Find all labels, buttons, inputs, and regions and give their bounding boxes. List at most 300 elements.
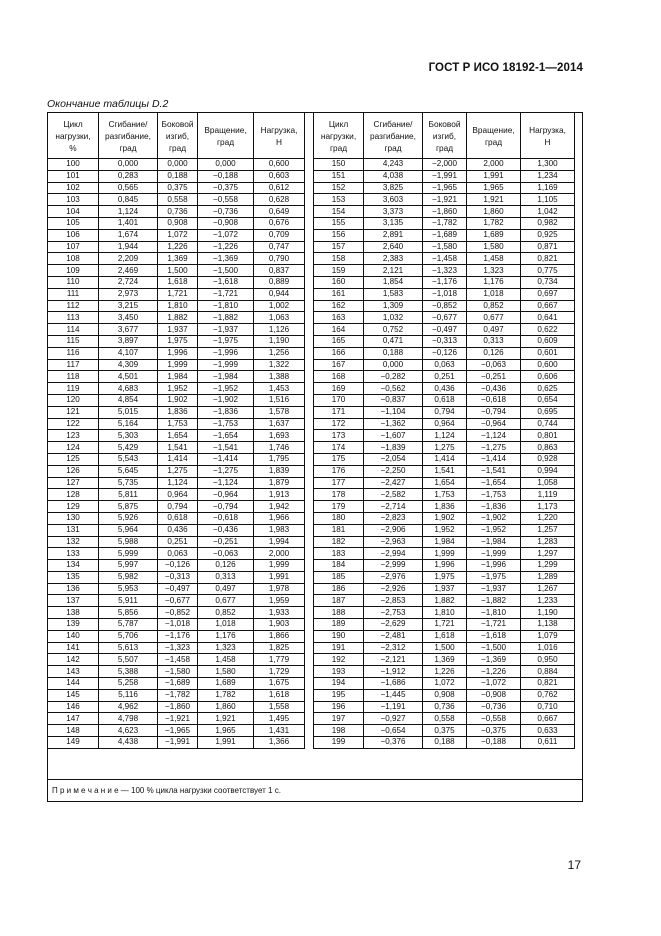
table-cell: −1,836: [198, 406, 254, 418]
table-cell: 0,744: [521, 418, 575, 430]
table-cell: 101: [48, 170, 99, 182]
table-row: [48, 725, 575, 737]
table-cell: −1,618: [467, 630, 521, 642]
table-cell: 198: [314, 725, 364, 737]
table-cell: 1,124: [158, 477, 198, 489]
table-cell: 0,313: [198, 571, 254, 583]
table-cell: 1,063: [254, 312, 305, 324]
column-gap: [305, 170, 314, 182]
table-cell: 1,836: [423, 501, 467, 513]
table-row: [48, 241, 575, 253]
column-gap: [305, 276, 314, 288]
table-cell: 0,601: [521, 347, 575, 359]
table-cell: 1,999: [254, 560, 305, 572]
table-cell: −1,902: [198, 394, 254, 406]
table-cell: 129: [48, 501, 99, 513]
table-cell: −0,618: [467, 394, 521, 406]
table-cell: 0,889: [254, 276, 305, 288]
table-cell: 102: [48, 182, 99, 194]
table-cell: −0,126: [158, 560, 198, 572]
column-gap: [305, 524, 314, 536]
table-row: [48, 477, 575, 489]
column-gap: [305, 194, 314, 206]
table-cell: 4,438: [99, 737, 158, 749]
table-cell: 2,000: [254, 548, 305, 560]
table-cell: 0,497: [198, 583, 254, 595]
table-cell: −1,275: [467, 442, 521, 454]
table-cell: −0,282: [364, 371, 423, 383]
table-cell: 169: [314, 383, 364, 395]
table-cell: 2,000: [467, 159, 521, 171]
column-gap: [305, 560, 314, 572]
table-cell: 0,188: [423, 737, 467, 749]
table-row: [48, 501, 575, 513]
table-cell: 5,856: [99, 607, 158, 619]
table-cell: −1,104: [364, 406, 423, 418]
table-cell: −0,313: [423, 335, 467, 347]
table-cell: 0,752: [364, 324, 423, 336]
column-gap: [305, 241, 314, 253]
table-cell: −1,176: [423, 276, 467, 288]
table-cell: 107: [48, 241, 99, 253]
table-cell: 1,297: [521, 548, 575, 560]
column-gap: [305, 595, 314, 607]
table-cell: 1,839: [254, 465, 305, 477]
table-row: [48, 548, 575, 560]
table-cell: −0,063: [467, 359, 521, 371]
table-cell: −1,952: [198, 383, 254, 395]
table-cell: 181: [314, 524, 364, 536]
table-cell: −1,580: [423, 241, 467, 253]
table-cell: 1,299: [521, 560, 575, 572]
table-cell: 1,220: [521, 512, 575, 524]
table-cell: −1,686: [364, 678, 423, 690]
table-cell: −1,369: [467, 654, 521, 666]
table-cell: 191: [314, 642, 364, 654]
table-cell: 199: [314, 737, 364, 749]
table-cell: 1,782: [198, 689, 254, 701]
table-cell: 189: [314, 619, 364, 631]
table-cell: −1,996: [198, 347, 254, 359]
table-cell: 1,866: [254, 630, 305, 642]
table-cell: 0,863: [521, 442, 575, 454]
table-cell: 1,058: [521, 477, 575, 489]
table-row: [48, 489, 575, 501]
table-cell: 190: [314, 630, 364, 642]
table-cell: 135: [48, 571, 99, 583]
table-row: [48, 170, 575, 182]
table-cell: 186: [314, 583, 364, 595]
table-row: [48, 713, 575, 725]
table-cell: −1,500: [467, 642, 521, 654]
table-cell: 0,982: [521, 217, 575, 229]
table-cell: 1,983: [254, 524, 305, 536]
table-cell: 119: [48, 383, 99, 395]
table-cell: −1,999: [198, 359, 254, 371]
table-row: [48, 465, 575, 477]
table-cell: 5,613: [99, 642, 158, 654]
table-row: [48, 206, 575, 218]
table-cell: −1,836: [467, 501, 521, 513]
table-cell: 0,794: [423, 406, 467, 418]
table-cell: −2,481: [364, 630, 423, 642]
table-cell: 185: [314, 571, 364, 583]
table-cell: 1,746: [254, 442, 305, 454]
table-cell: 1,795: [254, 453, 305, 465]
table-cell: −0,497: [158, 583, 198, 595]
table-cell: −1,689: [423, 229, 467, 241]
table-cell: −0,736: [467, 701, 521, 713]
table-cell: 131: [48, 524, 99, 536]
table-cell: −0,188: [198, 170, 254, 182]
table-cell: 5,997: [99, 560, 158, 572]
table-cell: −1,323: [158, 642, 198, 654]
table-cell: 100: [48, 159, 99, 171]
table-cell: 0,925: [521, 229, 575, 241]
table-cell: −0,251: [467, 371, 521, 383]
table-cell: 5,543: [99, 453, 158, 465]
table-cell: 105: [48, 217, 99, 229]
table-cell: 0,000: [99, 159, 158, 171]
table-row: [48, 371, 575, 383]
table-cell: 3,373: [364, 206, 423, 218]
table-cell: 118: [48, 371, 99, 383]
table-cell: 0,676: [254, 217, 305, 229]
table-cell: 143: [48, 666, 99, 678]
table-row: [48, 560, 575, 572]
table-cell: 3,603: [364, 194, 423, 206]
table-cell: −1,991: [158, 737, 198, 749]
table-cell: −1,753: [467, 489, 521, 501]
table-row: [48, 737, 575, 749]
table-cell: −2,714: [364, 501, 423, 513]
table-cell: 113: [48, 312, 99, 324]
table-cell: 106: [48, 229, 99, 241]
column-gap: [305, 229, 314, 241]
table-cell: 1,138: [521, 619, 575, 631]
table-cell: 1,618: [254, 689, 305, 701]
table-row: [48, 583, 575, 595]
table-cell: 1,234: [521, 170, 575, 182]
table-cell: 5,964: [99, 524, 158, 536]
table-cell: 1,032: [364, 312, 423, 324]
table-cell: 1,996: [158, 347, 198, 359]
table-cell: 0,063: [423, 359, 467, 371]
table-cell: −1,965: [158, 725, 198, 737]
table-cell: 0,618: [423, 394, 467, 406]
table-cell: 1,921: [198, 713, 254, 725]
table-cell: 0,375: [423, 725, 467, 737]
table-cell: 0,964: [423, 418, 467, 430]
table-cell: 1,323: [198, 642, 254, 654]
table-cell: 1,882: [158, 312, 198, 324]
table-cell: −1,999: [467, 548, 521, 560]
table-cell: 164: [314, 324, 364, 336]
table-cell: −1,500: [198, 265, 254, 277]
table-cell: 1,991: [467, 170, 521, 182]
table-cell: −0,852: [158, 607, 198, 619]
table-cell: 0,625: [521, 383, 575, 395]
table-cell: −0,677: [423, 312, 467, 324]
table-cell: 0,837: [254, 265, 305, 277]
table-cell: 0,821: [521, 678, 575, 690]
table-cell: 1,959: [254, 595, 305, 607]
table-cell: 2,469: [99, 265, 158, 277]
table-cell: 0,736: [423, 701, 467, 713]
table-cell: 0,606: [521, 371, 575, 383]
table-cell: 1,190: [521, 607, 575, 619]
table-cell: 4,623: [99, 725, 158, 737]
table-cell: 180: [314, 512, 364, 524]
table-cell: 1,580: [198, 666, 254, 678]
table-cell: −1,984: [467, 536, 521, 548]
column-gap: [305, 619, 314, 631]
table-cell: 147: [48, 713, 99, 725]
table-cell: 165: [314, 335, 364, 347]
table-cell: 5,507: [99, 654, 158, 666]
table-cell: 1,999: [158, 359, 198, 371]
table-row: [48, 607, 575, 619]
table-cell: 1,226: [423, 666, 467, 678]
table-cell: 1,458: [467, 253, 521, 265]
table-cell: 115: [48, 335, 99, 347]
table-cell: 5,911: [99, 595, 158, 607]
column-gap: [305, 442, 314, 454]
table-cell: 5,303: [99, 430, 158, 442]
table-cell: 156: [314, 229, 364, 241]
table-cell: 1,018: [467, 288, 521, 300]
table-cell: −0,063: [198, 548, 254, 560]
table-cell: 144: [48, 678, 99, 690]
table-cell: 1,996: [423, 560, 467, 572]
table-cell: 1,693: [254, 430, 305, 442]
table-cell: 1,779: [254, 654, 305, 666]
table-cell: 0,649: [254, 206, 305, 218]
table-cell: 1,079: [521, 630, 575, 642]
table-cell: 3,215: [99, 300, 158, 312]
table-cell: 1,414: [423, 453, 467, 465]
table-cell: 0,884: [521, 666, 575, 678]
table-cell: 0,633: [521, 725, 575, 737]
table-cell: 179: [314, 501, 364, 513]
table-cell: 183: [314, 548, 364, 560]
table-cell: 1,124: [423, 430, 467, 442]
table-cell: 126: [48, 465, 99, 477]
table-row: [48, 276, 575, 288]
table-cell: −0,375: [198, 182, 254, 194]
table-row: [48, 595, 575, 607]
table-cell: −2,963: [364, 536, 423, 548]
table-cell: 1,933: [254, 607, 305, 619]
table-cell: −1,607: [364, 430, 423, 442]
table-row: [48, 359, 575, 371]
table-cell: 174: [314, 442, 364, 454]
table-cell: −1,882: [467, 595, 521, 607]
table-cell: 137: [48, 595, 99, 607]
column-gap: [305, 630, 314, 642]
table-cell: −2,121: [364, 654, 423, 666]
table-cell: 194: [314, 678, 364, 690]
column-gap: [305, 713, 314, 725]
table-cell: −1,902: [467, 512, 521, 524]
table-cell: 148: [48, 725, 99, 737]
table-cell: 1,016: [521, 642, 575, 654]
table-cell: 5,015: [99, 406, 158, 418]
table-cell: −1,414: [467, 453, 521, 465]
table-cell: 1,753: [158, 418, 198, 430]
table-cell: 1,322: [254, 359, 305, 371]
table-cell: 130: [48, 512, 99, 524]
table-cell: 0,790: [254, 253, 305, 265]
table-cell: 1,583: [364, 288, 423, 300]
table-cell: 117: [48, 359, 99, 371]
table-cell: 5,926: [99, 512, 158, 524]
table-cell: 1,689: [198, 678, 254, 690]
table-cell: −1,937: [198, 324, 254, 336]
table-cell: 1,126: [254, 324, 305, 336]
table-cell: 0,471: [364, 335, 423, 347]
table-cell: 1,323: [467, 265, 521, 277]
table-cell: 0,251: [158, 536, 198, 548]
table-cell: 1,226: [158, 241, 198, 253]
table-cell: 182: [314, 536, 364, 548]
table-cell: 124: [48, 442, 99, 454]
table-cell: 163: [314, 312, 364, 324]
column-gap: [305, 678, 314, 690]
column-gap: [305, 406, 314, 418]
table-cell: 0,852: [467, 300, 521, 312]
table-cell: 0,734: [521, 276, 575, 288]
table-cell: 1,072: [158, 229, 198, 241]
table-cell: 0,622: [521, 324, 575, 336]
table-cell: −1,975: [467, 571, 521, 583]
table-row: [48, 253, 575, 265]
table-cell: 0,871: [521, 241, 575, 253]
table-cell: −1,323: [423, 265, 467, 277]
table-cell: −1,912: [364, 666, 423, 678]
table-cell: −1,782: [423, 217, 467, 229]
table-cell: −1,721: [467, 619, 521, 631]
table-cell: 141: [48, 642, 99, 654]
table-cell: 1,991: [198, 737, 254, 749]
table-cell: 1,124: [99, 206, 158, 218]
table-cell: 0,710: [521, 701, 575, 713]
table-cell: 1,105: [521, 194, 575, 206]
table-cell: −1,937: [467, 583, 521, 595]
table-cell: 4,107: [99, 347, 158, 359]
table-cell: −1,369: [198, 253, 254, 265]
table-row: [48, 689, 575, 701]
table-cell: 1,176: [198, 630, 254, 642]
table-cell: 0,000: [158, 159, 198, 171]
table-cell: 5,999: [99, 548, 158, 560]
table-cell: −1,072: [467, 678, 521, 690]
column-gap: [305, 288, 314, 300]
table-cell: −1,921: [423, 194, 467, 206]
table-cell: 134: [48, 560, 99, 572]
table-cell: 110: [48, 276, 99, 288]
column-header: Боковой изгиб, град: [158, 113, 198, 159]
table-cell: −1,975: [198, 335, 254, 347]
column-gap: [305, 465, 314, 477]
table-cell: 1,937: [423, 583, 467, 595]
table-cell: 171: [314, 406, 364, 418]
column-header: Цикл нагрузки, град: [314, 113, 364, 159]
table-cell: 1,578: [254, 406, 305, 418]
table-cell: 1,275: [423, 442, 467, 454]
table-cell: 155: [314, 217, 364, 229]
table-cell: 158: [314, 253, 364, 265]
table-cell: 161: [314, 288, 364, 300]
table-cell: 1,975: [158, 335, 198, 347]
table-cell: −0,375: [467, 725, 521, 737]
table-cell: 3,897: [99, 335, 158, 347]
table-cell: 1,401: [99, 217, 158, 229]
column-gap: [305, 113, 314, 159]
table-cell: 0,375: [158, 182, 198, 194]
table-row: [48, 654, 575, 666]
data-table: [47, 112, 575, 749]
table-row: [48, 666, 575, 678]
column-gap: [305, 512, 314, 524]
table-cell: 3,135: [364, 217, 423, 229]
table-cell: 0,313: [467, 335, 521, 347]
column-header: Цикл нагрузки, %: [48, 113, 99, 159]
table-row: [48, 312, 575, 324]
table-cell: 162: [314, 300, 364, 312]
table-cell: 0,821: [521, 253, 575, 265]
table-row: [48, 619, 575, 631]
table-cell: 196: [314, 701, 364, 713]
table-cell: −2,054: [364, 453, 423, 465]
table-row: [48, 430, 575, 442]
table-cell: 1,637: [254, 418, 305, 430]
table-row: [48, 406, 575, 418]
table-cell: −2,582: [364, 489, 423, 501]
table-row: [48, 383, 575, 395]
table-cell: 1,966: [254, 512, 305, 524]
column-gap: [305, 477, 314, 489]
table-cell: 1,978: [254, 583, 305, 595]
table-cell: 1,366: [254, 737, 305, 749]
table-row: [48, 642, 575, 654]
table-cell: 1,388: [254, 371, 305, 383]
table-cell: 5,875: [99, 501, 158, 513]
column-header: Боковой изгиб, град: [423, 113, 467, 159]
table-cell: −1,124: [198, 477, 254, 489]
table-cell: 0,852: [198, 607, 254, 619]
table-cell: 114: [48, 324, 99, 336]
table-note: П р и м е ч а н и е — 100 % цикла нагрузки соответствует 1 с.: [47, 779, 583, 802]
table-cell: 0,628: [254, 194, 305, 206]
table-cell: 1,836: [158, 406, 198, 418]
table-cell: −1,689: [158, 678, 198, 690]
table-cell: −1,810: [467, 607, 521, 619]
column-gap: [305, 206, 314, 218]
table-row: [48, 194, 575, 206]
table-cell: −1,072: [198, 229, 254, 241]
table-cell: 5,645: [99, 465, 158, 477]
table-cell: 1,042: [521, 206, 575, 218]
table-cell: 1,072: [423, 678, 467, 690]
table-cell: −0,677: [158, 595, 198, 607]
table-cell: −1,414: [198, 453, 254, 465]
column-gap: [305, 324, 314, 336]
table-cell: 1,913: [254, 489, 305, 501]
table-cell: 178: [314, 489, 364, 501]
table-cell: −1,753: [198, 418, 254, 430]
column-gap: [305, 359, 314, 371]
